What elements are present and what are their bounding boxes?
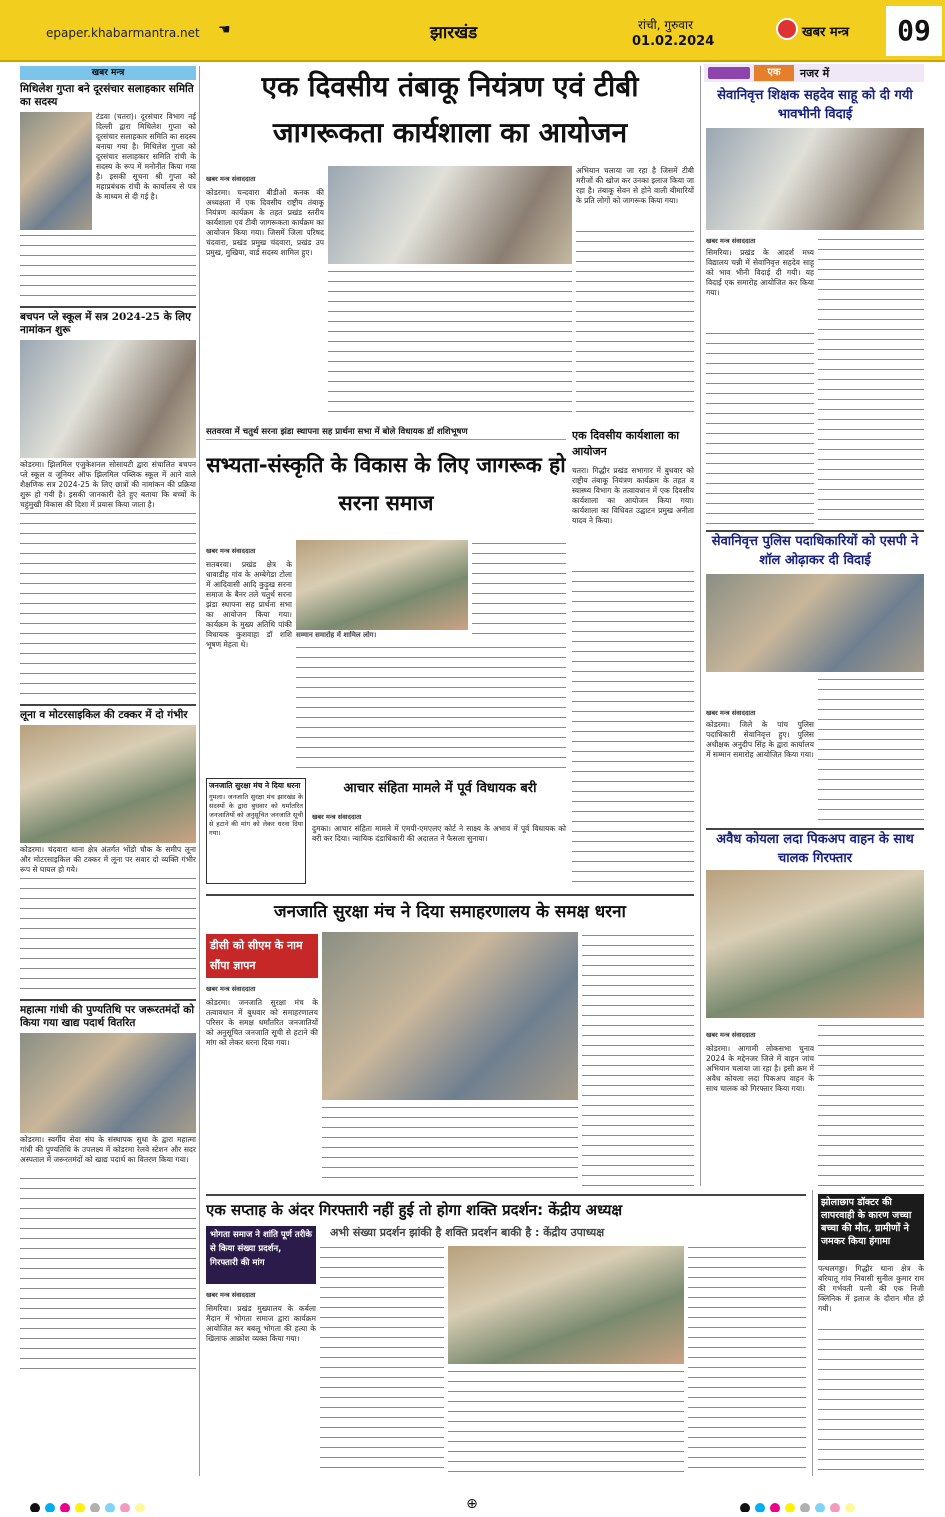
dharna-text: कोडरमा। जनजाति सुरक्षा मंच के तत्वावधान में बुधवार को समाहरणालय परिसर के समक्ष धर्मांतरित जनजातियों को अनुसूचित जनजाति सूची से हटाने की मांग को लेकर धरना दिया गया।	[206, 998, 318, 1047]
karyashala-text-cont	[572, 568, 694, 886]
brand-logo-icon	[776, 18, 798, 40]
right-story-2-text: कोडरमा। जिले के पांच पुलिस पदाधिकारी सेवानिवृत्त हुए। पुलिस अधीक्षक अनुदीप सिंह के द्वारा कार्यालय में सम्मान समारोह आयोजित किया गया।	[706, 720, 814, 759]
right-story-4-text-cont	[818, 1326, 924, 1476]
sarna-byline: खबर मन्त्र संवाददाता	[206, 547, 256, 555]
left-column	[20, 66, 196, 1476]
story-3-headline: लूना व मोटरसाइकिल की टक्कर में दो गंभीर	[20, 709, 188, 721]
sarna-photo	[296, 540, 468, 630]
dharna-text-cont	[322, 1104, 578, 1186]
arrest-photo	[448, 1246, 684, 1364]
ek-nazar-icon	[708, 67, 750, 79]
right-story-2-photo	[706, 574, 924, 672]
right-story-3-headline: अवैध कोयला लदा पिकअप वाहन के साथ चालक गिरफ्तार	[706, 828, 924, 868]
ek-tag: एक	[754, 65, 794, 81]
dharna-red-box: डीसी को सीएम के नाम सौंपा ज्ञापन	[206, 934, 318, 978]
story-1-photo	[20, 112, 92, 230]
right-story-2-text-cont	[818, 676, 924, 824]
main-lead-photo	[328, 166, 572, 264]
karyashala-text: चतरा। गिद्धौर प्रखंड सभागार में बुधवार को राष्ट्रीय तंबाकू नियंत्रण कार्यक्रम के तहत व स्वास्थ्य विभाग के तत्वावधान में एक दिवसीय कार्यशाला का आयोजन किया गया। कार्यशाला का विधिवत उद्घाटन प्रमुख अनीता यादव ने किया।	[572, 466, 694, 525]
story-2-text-cont	[20, 510, 196, 700]
right-story-3-byline: खबर मन्त्र संवाददाता	[706, 1031, 756, 1039]
janjati-box	[206, 778, 306, 884]
story-1-text: टंडवा (चतरा)। दूरसंचार विभाग नई दिल्ली द्वारा मिथिलेश गुप्ता को दूरसंचार सलाहकार समिति का सदस्य बनाया गया है। मिथिलेश गुप्ता को दूरसंचार सलाहकार समिति रांची के सदस्य के रूप में मनोनीत किया गया है। इसकी सूचना श्री गुप्ता को महाप्रबंधक रांची के कार्यालय से पत्र के माध्यम से दी गई है।	[96, 112, 196, 201]
main-byline: खबर मन्त्र संवाददाता	[206, 175, 256, 183]
sarna-text-cont	[296, 644, 566, 774]
acharsamhita-headline: आचार संहिता मामले में पूर्व विधायक बरी	[343, 781, 537, 796]
nazar-tag: नजर में	[800, 67, 830, 80]
ek-nazar-strip	[704, 64, 924, 82]
page-number: 09	[886, 6, 942, 56]
story-4-text: कोडरमा। स्वर्गीय सेवा संघ के संस्थापक सुधा के द्वारा महात्मा गांधी की पुण्यतिथि के उपलक्ष्य में कोडरमा रेलवे स्टेशन और सदर अस्पताल में जरूरतमंदों को खाद्य पदार्थ का वितरण किया गया।	[20, 1135, 196, 1164]
right-story-2-byline: खबर मन्त्र संवाददाता	[706, 709, 756, 717]
right-story-1-text-cont-2	[818, 236, 924, 526]
arrest-headline: एक सप्ताह के अंदर गिरफ्तारी नहीं हुई तो होगा शक्ति प्रदर्शन: केंद्रीय अध्यक्ष	[206, 1194, 806, 1222]
dharna-text-cont-2	[582, 932, 694, 1186]
right-story-3-text-cont	[818, 1022, 924, 1186]
brand-name: खबर मन्त्र	[802, 25, 850, 40]
color-marks-right	[740, 1498, 920, 1512]
main-lead-text: कोडरमा। चन्दवारा बीडीओ कनक की अध्यक्षता में एक दिवसीय राष्ट्रीय तंबाकू नियंत्रण कार्यक्रम के तहत प्रखंड स्तरीय कार्यशाला एवं टीबी जागरूकता कार्यक्रम का आयोजन किया गया। जिसमें जिला परिषद चंदवारा, प्रखंड प्रमुख चंदवारा, प्रखंड उप प्रमुख, मुखिया, वार्ड सदस्य शामिल हुए।	[206, 188, 324, 257]
right-story-1-photo	[706, 128, 924, 230]
city-day: रांची, गुरुवार	[638, 18, 693, 32]
story-4-photo	[20, 1033, 196, 1133]
arrest-text-cont	[320, 1244, 444, 1476]
main-lead-text-cont	[328, 268, 572, 418]
right-story-3-text: कोडरमा। आगामी लोकसभा चुनाव 2024 के मद्देनजर जिले में वाहन जांच अभियान चलाया जा रहा है। इसी क्रम में अवैध कोयला लदा पिकअप वाहन के साथ चालक को गिरफ्तार किया गया।	[706, 1044, 814, 1093]
arrest-text-cont-3	[688, 1244, 806, 1476]
arrest-text: सिमरिया। प्रखंड मुख्यालय के कर्बला मैदान में भोगता समाज द्वारा कार्यक्रम आयोजित कर बबलू भोगता की हत्या के खिलाफ आक्रोश व्यक्त किया गया।	[206, 1304, 316, 1343]
main-headline: एक दिवसीय तंबाकू नियंत्रण एवं टीबी जागरूकता कार्यशाला का आयोजन	[261, 70, 639, 149]
dharna-headline: जनजाति सुरक्षा मंच ने दिया समाहरणालय के समक्ष धरना	[206, 894, 694, 926]
right-story-4-headline: झोलाछाप डॉक्टर की लापरवाही के कारण जच्चा बच्चा की मौत, ग्रामीणों ने जमकर किया हंगामा	[818, 1194, 924, 1260]
acharsamhita-text: दुमका। आचार संहिता मामले में एमपी-एमएलए कोर्ट ने साक्ष्य के अभाव में पूर्व विधायक को बरी कर दिया। न्यायिक दंडाधिकारी की अदालत ने फैसला सुनाया।	[312, 824, 566, 843]
dharna-photo	[322, 932, 578, 1100]
right-story-3-photo	[706, 870, 924, 1018]
dharna-byline: खबर मन्त्र संवाददाता	[206, 985, 256, 993]
story-4-text-cont	[20, 1175, 196, 1375]
janjati-box-text: गुमला। जनजाति सुरक्षा मंच झारखंड के सदस्यों के द्वारा बुधवार को धर्मांतरित जनजातियों को अनुसूचित जनजाति सूची से हटाने की मांग को लेकर धरना दिया गया।	[209, 793, 303, 837]
registration-mark-icon: ⊕	[466, 1496, 478, 1512]
section-strip: खबर मन्त्र	[20, 66, 196, 80]
story-3-photo	[20, 725, 196, 843]
pointer-icon: ☚	[218, 22, 231, 38]
right-story-1-text-cont	[706, 330, 814, 526]
right-story-1-text: सिमरिया। प्रखंड के आदर्श मध्य विद्यालय चन्नी में सेवानिवृत्त सहदेव साहू को भाव भीनी विदाई दी गयी। यह विदाई एक समारोह आयोजित कर किया गया।	[706, 248, 814, 297]
color-marks-left	[30, 1498, 210, 1512]
state-title: झारखंड	[430, 23, 478, 43]
right-story-1-headline: सेवानिवृत्त शिक्षक सहदेव साहू को दी गयी भावभीनी विदाई	[717, 88, 913, 122]
main-lead-text-2: अभियान चलाया जा रहा है जिसमें टीबी मरीजों की खोज कर उनका इलाज किया जा रहा है। तंबाकू सेवन से होने वाली बीमारियों के प्रति लोगों को जागरूक किया गया।	[576, 166, 694, 205]
sarna-headline: सभ्यता-संस्कृति के विकास के लिए जागरूक हो सरना समाज	[206, 453, 566, 515]
arrest-subheadline: अभी संख्या प्रदर्शन झांकी है शक्ति प्रदर्शन बाकी है : केंद्रीय उपाध्यक्ष	[330, 1226, 605, 1239]
site-url[interactable]: epaper.khabarmantra.net	[46, 26, 200, 40]
acharsamhita-byline: खबर मन्त्र संवाददाता	[312, 813, 362, 821]
story-1-text-cont	[20, 232, 196, 302]
karyashala-headline: एक दिवसीय कार्यशाला का आयोजन	[572, 429, 680, 458]
arrest-dark-box: भोगता समाज ने शांति पूर्ण तरीके से किया संख्या प्रदर्शन, गिरफ्तारी की मांग	[206, 1226, 316, 1284]
right-story-2-headline: सेवानिवृत्त पुलिस पदाधिकारियों को एसपी ने शॉल ओढ़ाकर दी विदाई	[706, 530, 924, 570]
arrest-byline: खबर मन्त्र संवाददाता	[206, 1291, 256, 1299]
story-2-photo	[20, 340, 196, 458]
story-4-headline: महात्मा गांधी की पुण्यतिथि पर जरूरतमंदों को किया गया खाद्य पदार्थ वितरित	[20, 1004, 195, 1029]
right-story-4-text: पत्थलगड्डा। गिद्धौर थाना क्षेत्र के बरियातू गांव निवासी सुनील कुमार राम की गर्भवती पत्नी की एक निजी क्लिनिक में इलाज के दौरान मौत हो गयी।	[818, 1264, 924, 1313]
story-2-text: कोडरमा। झिलमिल एजुकेशनल सोसायटी द्वारा संचालित बचपन प्ले स्कूल व जूनियर ऑफ झिलमिल पब्लिक स्कूल में आने वाले शैक्षणिक सत्र 2024-25 के लिए छात्रों की नामांकन की प्रक्रिया शुरू हो गयी है। इसकी जानकारी देते हुए बताया कि बच्चों के चहुंमुखी विकास की दिशा में प्रयास किया जाता है।	[20, 460, 196, 509]
right-story-1-byline: खबर मन्त्र संवाददाता	[706, 237, 756, 245]
sarna-caption: सम्मान समारोह में शामिल लोग।	[296, 631, 377, 639]
story-3-text: कोडरमा। चंदवारा थाना क्षेत्र अंतर्गत भोंडो चौक के समीप लूना और मोटरसाइकिल की टक्कर में लूना पर सवार दो व्यक्ति गंभीर रूप से घायल हो गये।	[20, 845, 196, 874]
arrest-text-cont-2	[448, 1368, 684, 1476]
issue-date: 01.02.2024	[632, 34, 715, 49]
story-1-headline: मिथिलेश गुप्ता बने दूरसंचार सलाहकार समिति का सदस्य	[20, 83, 194, 108]
sarna-kicker: सतवरवा में चतुर्थ सरना झंडा स्थापना सह प्रार्थना सभा में बोले विधायक डॉ शशिभूषण	[206, 426, 566, 440]
main-lead-text-2-cont	[576, 228, 694, 418]
masthead	[0, 0, 945, 62]
sarna-text: सतबरवा। प्रखंड क्षेत्र के धावाडीह गांव के अम्बेगेडा टोला में आदिवासी आदि कुड़ुख सरना समाज के बैनर तले चतुर्थ सरना झंडा स्थापना सह प्रार्थना सभा का आयोजन किया गया। कार्यक्रम के मुख्य अतिथि पांकी विधायक कुशवाहा डॉ शशि भूषण मेहता थे।	[206, 560, 292, 649]
story-2-headline: बचपन प्ले स्कूल में सत्र 2024-25 के लिए नामांकन शुरू	[20, 311, 191, 336]
janjati-box-headline: जनजाति सुरक्षा मंच ने दिया धरना	[209, 781, 301, 790]
story-3-text-cont	[20, 875, 196, 995]
sarna-side-text	[472, 540, 566, 638]
